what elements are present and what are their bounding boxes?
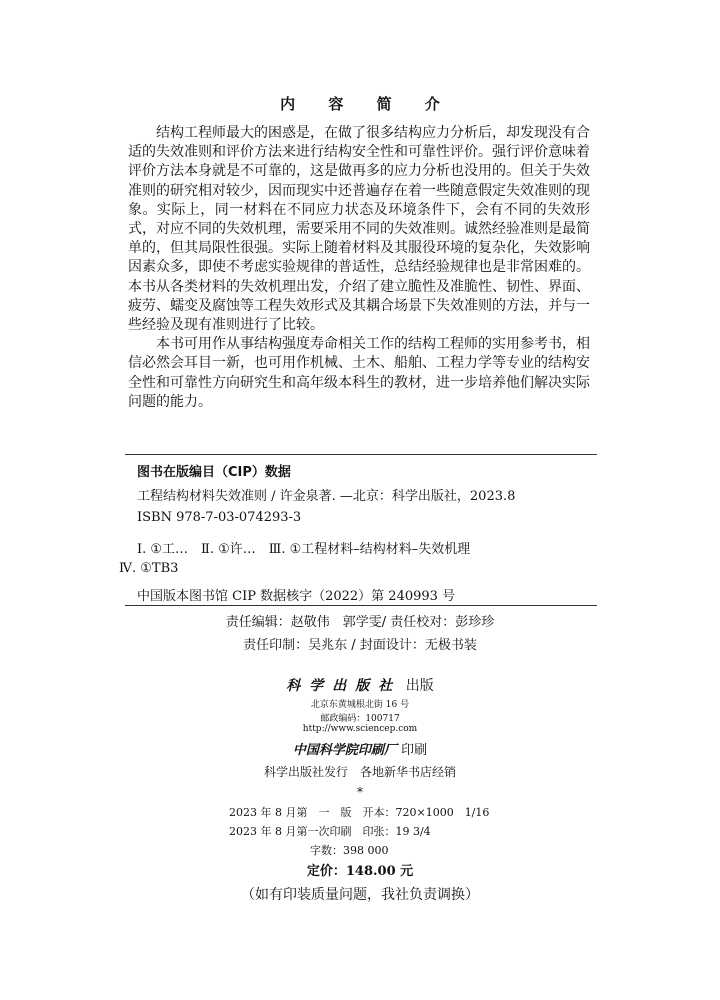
printer-suffix: 印刷: [401, 743, 428, 758]
publisher-url: http://www.sciencep.com: [302, 724, 418, 734]
separator-star: *: [357, 785, 363, 799]
edition-line: 2023 年 8 月第 一 版 开本：720×1000 1/16: [229, 806, 490, 819]
word-count: 字数：398 000: [310, 844, 389, 857]
cip-block: [119, 454, 597, 606]
cip-title-line: 工程结构材料失效准则 / 许金泉著. —北京：科学出版社，2023.8: [137, 489, 516, 504]
publisher-zip: 邮政编码：100717: [320, 714, 400, 724]
printer-logo: 中国科学院印刷厂: [292, 743, 397, 758]
publisher-address: 北京东黄城根北街 16 号: [310, 700, 410, 710]
printing-line: 2023 年 8 月第一次印刷 印张：19 3/4: [229, 825, 431, 838]
distribution-line: 科学出版社发行 各地新华书店经销: [263, 765, 456, 779]
intro-paragraph-2: 本书可用作从事结构强度寿命相关工作的结构工程师的实用参考书，相信必然会耳目一新，也可用作机械、土木、船舶、工程力学等专业的结构安全性和可靠性方向研究生和高年级本科生的教材，进一步培养他们解决实际问题的能力。: [128, 336, 590, 410]
editors-line: 责任编辑：赵敬伟 郭学雯/ 责任校对：彭珍珍: [225, 615, 495, 630]
publisher-suffix: 出版: [405, 678, 434, 694]
intro-body: [128, 124, 590, 412]
cip-classification-cont: Ⅳ. ①TB3: [119, 561, 179, 576]
publisher-logo: 科学出版社: [286, 678, 402, 694]
price: 定价：148.00 元: [306, 864, 414, 879]
quality-notice: （如有印装质量问题，我社负责调换）: [241, 887, 479, 903]
cip-classification: Ⅰ. ①工… Ⅱ. ①许… Ⅲ. ①工程材料–结构材料–失效机理: [137, 542, 471, 557]
intro-paragraph-1: 结构工程师最大的困惑是，在做了很多结构应力分析后，却发现没有合适的失效准则和评价方法来进行结构安全性和可靠性评价。强行评价意味着评价方法本身就是不可靠的，这是做再多的应力分析也没用的。但关于失效准则的研究相对较少，因而现实中还普遍存在着一些随意假定失效准则的现象。实际上，同一材料在不同应力状态及环境条件下，会有不同的失效形式，对应不同的失效机理，需要采用不同的失效准则。诚然经验准则是最简单的，但其局限性很强。实际上随着材料及其服役环境的复杂化，失效影响因素众多，即使不考虑实验规律的普适性，总结经验规律也是非常困难的。本书从各类材料的失效机理出发，介绍了建立脆性及准脆性、韧性、界面、疲劳、蠕变及腐蚀等工程失效形式及其耦合场景下失效准则的方法，并与一些经验及现有准则进行了比较。: [128, 125, 590, 334]
printer-line: [0, 739, 720, 758]
cip-isbn: ISBN 978-7-03-074293-3: [137, 510, 302, 525]
production-line: 责任印制：吴兆东 / 封面设计：无极书装: [243, 638, 477, 653]
cip-record: 中国版本图书馆 CIP 数据核字（2022）第 240993 号: [137, 589, 456, 604]
cip-heading: 图书在版编目（CIP）数据: [137, 465, 291, 480]
intro-title: 内 容 简 介: [280, 95, 454, 113]
publisher-name: [0, 675, 720, 695]
